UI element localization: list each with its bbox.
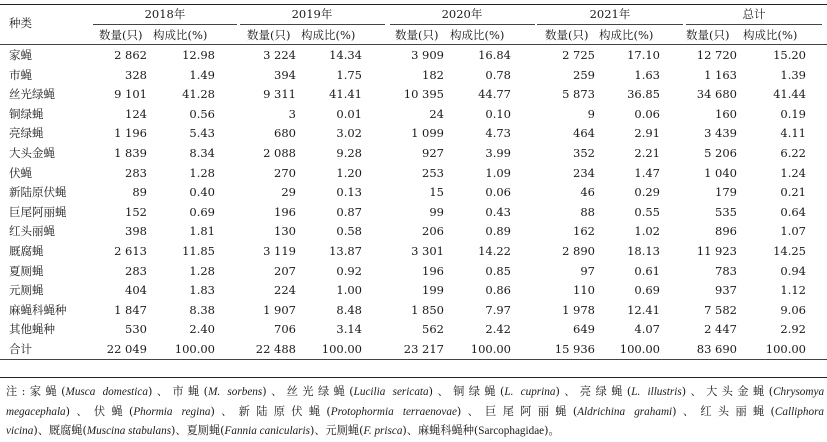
- header-bottom-rule: [0, 44, 827, 45]
- count-cell: 89: [132, 185, 147, 200]
- scientific-name: Fannia canicularis: [224, 425, 310, 437]
- ratio-subheader: 构成比(%): [301, 28, 356, 42]
- ratio-cell: 0.69: [189, 204, 215, 219]
- footnote-text: )、丝光绿蝇(: [262, 385, 354, 398]
- species-name: 大头金蝇: [9, 146, 55, 160]
- ratio-cell: 100.00: [765, 342, 806, 356]
- count-cell: 196: [422, 263, 444, 278]
- ratio-cell: 1.24: [780, 165, 806, 180]
- count-cell: 124: [125, 106, 147, 121]
- scientific-name: Lucilia sericata: [353, 386, 429, 398]
- ratio-cell: 0.86: [485, 283, 511, 298]
- count-cell: 535: [715, 204, 737, 219]
- count-cell: 1 040: [704, 165, 737, 180]
- ratio-cell: 0.13: [336, 185, 362, 200]
- ratio-cell: 1.12: [780, 283, 806, 298]
- count-subheader: 数量(只): [99, 28, 143, 42]
- ratio-subheader: 构成比(%): [450, 28, 505, 42]
- ratio-cell: 0.01: [336, 106, 362, 121]
- scientific-name: M. sorbens: [208, 386, 263, 398]
- scientific-name: Chrysomya: [773, 386, 824, 398]
- count-cell: 2 088: [263, 146, 296, 160]
- ratio-cell: 1.28: [189, 165, 215, 180]
- ratio-cell: 14.34: [329, 48, 362, 62]
- count-cell: 179: [715, 185, 737, 200]
- footnote-text: 注:家蝇(: [6, 385, 66, 398]
- footnote-text: )、市蝇(: [147, 385, 209, 398]
- count-cell: 7 582: [704, 302, 737, 317]
- ratio-cell: 100.00: [619, 342, 660, 356]
- count-cell: 11 923: [696, 244, 737, 258]
- ratio-cell: 1.07: [780, 224, 806, 239]
- ratio-cell: 100.00: [174, 342, 215, 356]
- count-cell: 3 301: [411, 244, 444, 258]
- ratio-cell: 1.83: [189, 283, 215, 298]
- ratio-cell: 0.19: [780, 106, 806, 121]
- ratio-cell: 0.61: [634, 263, 660, 278]
- count-cell: 706: [274, 322, 296, 337]
- count-cell: 3 909: [411, 48, 444, 62]
- ratio-cell: 6.22: [780, 146, 806, 160]
- scientific-name: Muscina stabulans: [86, 425, 172, 437]
- count-cell: 9 101: [114, 87, 147, 102]
- footnote-text: )、红头丽蝇(: [672, 404, 775, 418]
- ratio-cell: 3.99: [485, 146, 511, 160]
- species-name: 厩腐蝇: [9, 244, 44, 258]
- count-cell: 29: [281, 185, 296, 200]
- ratio-cell: 4.11: [780, 126, 806, 141]
- ratio-cell: 44.77: [478, 87, 511, 102]
- count-cell: 3 224: [263, 48, 296, 62]
- ratio-cell: 0.94: [780, 263, 806, 278]
- year-header: 2021年: [589, 7, 631, 21]
- species-name: 伏蝇: [9, 165, 32, 180]
- ratio-cell: 0.40: [189, 185, 215, 200]
- ratio-cell: 0.64: [780, 204, 806, 219]
- ratio-cell: 100.00: [321, 342, 362, 356]
- count-cell: 783: [715, 263, 737, 278]
- ratio-cell: 0.69: [634, 283, 660, 298]
- count-cell: 352: [573, 146, 595, 160]
- count-cell: 328: [125, 67, 147, 82]
- count-cell: 1 099: [411, 126, 444, 141]
- scientific-name: Phormia regina: [133, 405, 211, 418]
- ratio-cell: 0.29: [634, 185, 660, 200]
- count-cell: 680: [274, 126, 296, 141]
- count-cell: 3 439: [704, 126, 737, 141]
- ratio-cell: 8.48: [336, 302, 362, 317]
- count-cell: 24: [429, 106, 444, 121]
- ratio-cell: 1.28: [189, 263, 215, 278]
- ratio-cell: 17.10: [627, 48, 660, 62]
- ratio-cell: 8.38: [189, 302, 215, 317]
- count-cell: 88: [580, 204, 595, 219]
- count-cell: 398: [125, 224, 147, 239]
- count-cell: 1 850: [411, 302, 444, 317]
- count-cell: 162: [573, 224, 595, 239]
- ratio-cell: 18.13: [627, 244, 660, 258]
- scientific-name: F. prisca: [363, 425, 403, 437]
- year-group-underline: [537, 24, 683, 25]
- footnote-text: )、伏蝇(: [65, 404, 134, 418]
- count-cell: 927: [422, 146, 444, 160]
- total-top-rule: [0, 359, 827, 360]
- ratio-cell: 0.56: [189, 106, 215, 121]
- ratio-cell: 7.97: [485, 302, 511, 317]
- count-cell: 394: [274, 67, 296, 82]
- count-subheader: 数量(只): [686, 28, 730, 42]
- count-cell: 46: [580, 185, 595, 200]
- ratio-cell: 0.92: [336, 263, 362, 278]
- ratio-cell: 2.21: [634, 146, 660, 160]
- scientific-name: megacephala: [6, 405, 66, 418]
- ratio-cell: 1.00: [336, 283, 362, 298]
- count-cell: 234: [573, 165, 595, 180]
- ratio-cell: 8.34: [189, 146, 215, 160]
- count-subheader: 数量(只): [247, 28, 291, 42]
- ratio-cell: 2.42: [485, 322, 511, 337]
- ratio-cell: 0.43: [485, 204, 511, 219]
- count-cell: 99: [429, 204, 444, 219]
- ratio-cell: 5.43: [189, 126, 215, 141]
- footnote-line: [6, 420, 824, 442]
- scientific-name: Calliphora: [774, 405, 824, 418]
- species-name: 元厕蝇: [9, 283, 44, 298]
- ratio-cell: 1.02: [634, 224, 660, 239]
- count-cell: 562: [422, 322, 444, 337]
- year-group-underline: [686, 24, 822, 25]
- footnote-text: )、亮绿蝇(: [555, 385, 632, 398]
- year-group-underline: [93, 24, 237, 25]
- count-cell: 9 311: [263, 87, 296, 102]
- ratio-cell: 1.49: [189, 67, 215, 82]
- species-name: 丝光绿蝇: [9, 87, 55, 102]
- count-cell: 283: [125, 263, 147, 278]
- species-name: 红头丽蝇: [9, 224, 55, 239]
- species-header: 种类: [9, 16, 32, 30]
- ratio-cell: 11.85: [182, 244, 215, 258]
- ratio-cell: 1.39: [780, 67, 806, 82]
- ratio-cell: 0.85: [485, 263, 511, 278]
- count-cell: 259: [573, 67, 595, 82]
- count-cell: 2 890: [562, 244, 595, 258]
- scientific-name: vicina: [6, 425, 34, 437]
- ratio-cell: 36.85: [627, 87, 660, 102]
- year-header: 2020年: [441, 7, 483, 21]
- count-cell: 3 119: [263, 244, 296, 258]
- species-name: 巨尾阿丽蝇: [9, 204, 67, 219]
- ratio-cell: 0.58: [336, 224, 362, 239]
- count-cell: 34 680: [696, 87, 737, 102]
- count-cell: 23 217: [403, 342, 444, 356]
- count-cell: 206: [422, 224, 444, 239]
- ratio-cell: 3.02: [336, 126, 362, 141]
- ratio-cell: 0.21: [780, 185, 806, 200]
- count-cell: 253: [422, 165, 444, 180]
- footnote-text: )、大头金蝇(: [681, 385, 774, 398]
- ratio-cell: 0.06: [485, 185, 511, 200]
- count-cell: 5 873: [562, 87, 595, 102]
- count-cell: 15 936: [554, 342, 595, 356]
- year-header: 2019年: [291, 7, 333, 21]
- scientific-name: Aldrichina grahami: [577, 405, 673, 418]
- count-cell: 2 725: [562, 48, 595, 62]
- scientific-name: Musca domestica: [65, 386, 148, 398]
- scientific-name: L. cuprina: [504, 386, 556, 398]
- ratio-cell: 9.06: [780, 302, 806, 317]
- count-cell: 896: [715, 224, 737, 239]
- species-name: 新陆原伏蝇: [9, 185, 67, 200]
- ratio-cell: 2.91: [634, 126, 660, 141]
- ratio-cell: 1.75: [336, 67, 362, 82]
- ratio-cell: 0.06: [634, 106, 660, 121]
- count-cell: 22 049: [106, 342, 147, 356]
- species-name: 夏厕蝇: [9, 263, 44, 278]
- ratio-subheader: 构成比(%): [743, 28, 798, 42]
- ratio-cell: 41.28: [182, 87, 215, 102]
- count-cell: 1 907: [263, 302, 296, 317]
- species-name: 市蝇: [9, 67, 32, 82]
- count-cell: 2 613: [114, 244, 147, 258]
- species-name: 亮绿蝇: [9, 126, 44, 141]
- count-cell: 182: [422, 67, 444, 82]
- ratio-cell: 41.41: [329, 87, 362, 102]
- count-cell: 270: [274, 165, 296, 180]
- count-cell: 1 978: [562, 302, 595, 317]
- species-name: 家蝇: [9, 48, 32, 62]
- count-cell: 196: [274, 204, 296, 219]
- count-cell: 404: [125, 283, 147, 298]
- footnote-text: )、元厕蝇(: [309, 424, 364, 437]
- count-cell: 3: [288, 106, 296, 121]
- count-cell: 22 488: [255, 342, 296, 356]
- scientific-name: L. illustris: [631, 386, 682, 398]
- count-cell: 10 395: [403, 87, 444, 102]
- ratio-cell: 1.81: [189, 224, 215, 239]
- count-cell: 2 447: [704, 322, 737, 337]
- ratio-cell: 2.92: [780, 322, 806, 337]
- ratio-cell: 1.20: [336, 165, 362, 180]
- count-cell: 1 847: [114, 302, 147, 317]
- count-subheader: 数量(只): [545, 28, 589, 42]
- ratio-cell: 12.41: [627, 302, 660, 317]
- count-subheader: 数量(只): [395, 28, 439, 42]
- ratio-cell: 12.98: [182, 48, 215, 62]
- ratio-cell: 0.78: [485, 67, 511, 82]
- scientific-name: Protophormia terraenovae: [330, 405, 457, 418]
- year-group-underline: [240, 24, 385, 25]
- year-header: 2018年: [144, 7, 186, 21]
- species-name: 麻蝇科蝇种: [9, 302, 67, 317]
- family-name: Sarcophagidae: [478, 425, 545, 437]
- year-group-underline: [390, 24, 535, 25]
- footnote-text: )、厩腐蝇(: [33, 424, 87, 437]
- ratio-cell: 100.00: [470, 342, 511, 356]
- ratio-subheader: 构成比(%): [153, 28, 208, 42]
- footnote-text: )、夏厕蝇(: [171, 424, 225, 437]
- ratio-cell: 16.84: [478, 48, 511, 62]
- count-cell: 464: [573, 126, 595, 141]
- footnote-text: )、麻蝇科蝇种(: [402, 424, 479, 437]
- ratio-cell: 14.22: [478, 244, 511, 258]
- ratio-cell: 0.89: [485, 224, 511, 239]
- table-bottom-rule: [0, 377, 827, 378]
- ratio-cell: 2.40: [189, 322, 215, 337]
- count-cell: 937: [715, 283, 737, 298]
- count-cell: 649: [573, 322, 595, 337]
- year-header: 总计: [742, 7, 766, 21]
- count-cell: 224: [274, 283, 296, 298]
- count-cell: 12 720: [696, 48, 737, 62]
- ratio-cell: 0.10: [485, 106, 511, 121]
- ratio-cell: 14.25: [773, 244, 806, 258]
- ratio-cell: 3.14: [336, 322, 362, 337]
- ratio-cell: 9.28: [336, 146, 362, 160]
- count-cell: 160: [715, 106, 737, 121]
- ratio-cell: 1.47: [634, 165, 660, 180]
- footnote-text: )、铜绿蝇(: [428, 385, 505, 398]
- count-cell: 97: [580, 263, 595, 278]
- species-name: 铜绿蝇: [9, 106, 44, 121]
- footnote-text: )。: [544, 424, 560, 437]
- ratio-cell: 41.44: [773, 87, 806, 102]
- count-cell: 283: [125, 165, 147, 180]
- count-cell: 1 163: [704, 67, 737, 82]
- count-cell: 207: [274, 263, 296, 278]
- count-cell: 2 862: [114, 48, 147, 62]
- count-cell: 1 196: [114, 126, 147, 141]
- ratio-cell: 13.87: [329, 244, 362, 258]
- ratio-cell: 15.20: [773, 48, 806, 62]
- count-cell: 530: [125, 322, 147, 337]
- count-cell: 83 690: [696, 342, 737, 356]
- ratio-cell: 1.63: [634, 67, 660, 82]
- count-cell: 15: [429, 185, 444, 200]
- ratio-subheader: 构成比(%): [599, 28, 654, 42]
- count-cell: 5 206: [704, 146, 737, 160]
- count-cell: 152: [125, 204, 147, 219]
- count-cell: 9: [587, 106, 595, 121]
- count-cell: 1 839: [114, 146, 147, 160]
- ratio-cell: 0.87: [336, 204, 362, 219]
- ratio-cell: 0.55: [634, 204, 660, 219]
- species-name: 其他蝇种: [9, 322, 55, 337]
- footnote-text: )、巨尾阿丽蝇(: [456, 404, 578, 418]
- footnote-text: )、新陆原伏蝇(: [210, 404, 331, 418]
- count-cell: 130: [274, 224, 296, 239]
- table-top-rule: [0, 4, 827, 5]
- total-row-label: 合计: [9, 342, 32, 356]
- ratio-cell: 4.07: [634, 322, 660, 337]
- ratio-cell: 1.09: [485, 165, 511, 180]
- ratio-cell: 4.73: [485, 126, 511, 141]
- count-cell: 110: [573, 283, 595, 298]
- count-cell: 199: [422, 283, 444, 298]
